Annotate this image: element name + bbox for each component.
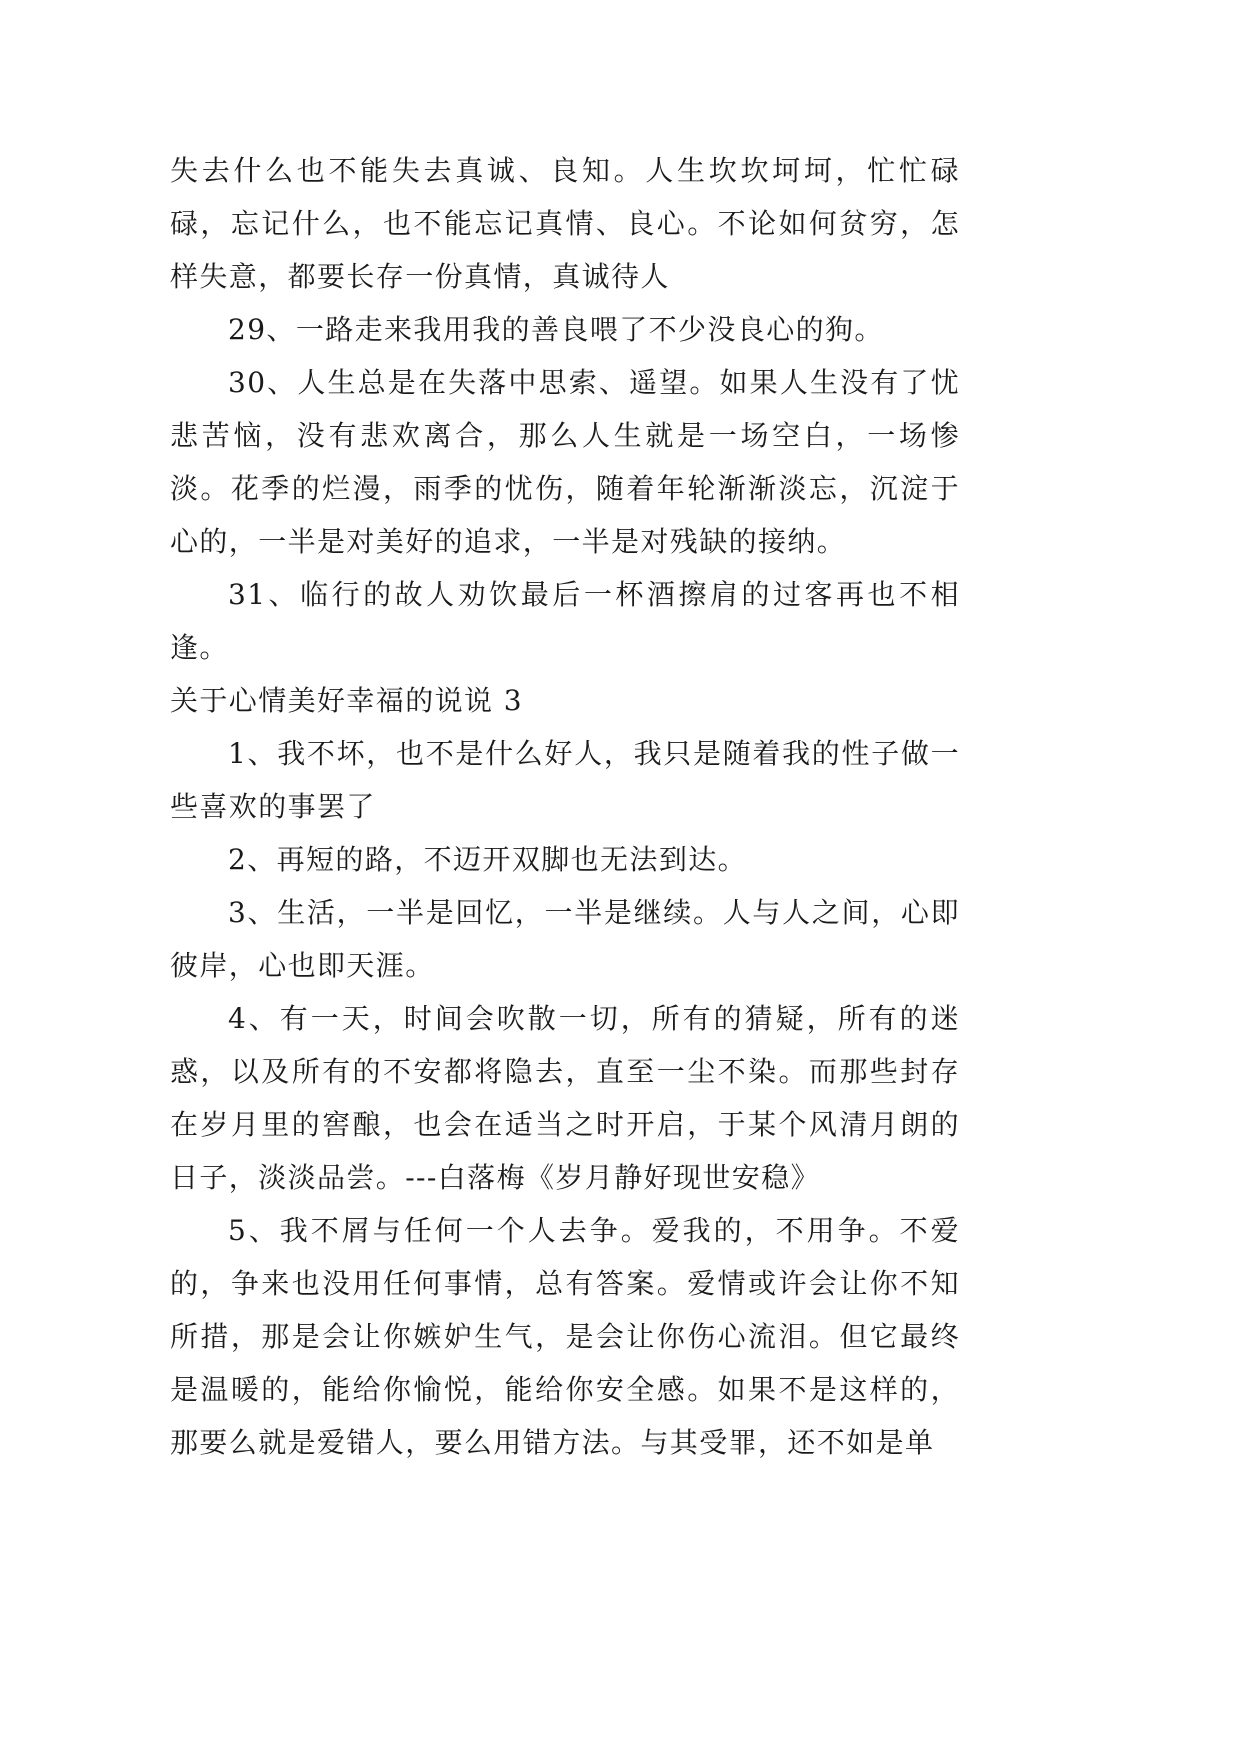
paragraph-item-3: 3、生活，一半是回忆，一半是继续。人与人之间，心即彼岸，心也即天涯。 — [170, 896, 960, 982]
paragraph-item-1: 1、我不坏，也不是什么好人，我只是随着我的性子做一些喜欢的事罢了 — [170, 737, 960, 823]
section-heading: 关于心情美好幸福的说说 3 — [170, 684, 523, 717]
paragraph-item-29: 29、一路走来我用我的善良喂了不少没良心的狗。 — [228, 313, 884, 346]
paragraph-continuation: 失去什么也不能失去真诚、良知。人生坎坎坷坷，忙忙碌碌，忘记什么，也不能忘记真情、良心。不论如何贫穷，怎样失意，都要长存一份真情，真诚待人 — [170, 154, 960, 293]
paragraph-item-5: 5、我不屑与任何一个人去争。爱我的，不用争。不爱的，争来也没用任何事情，总有答案。爱情或许会让你不知所措，那是会让你嫉妒生气，是会让你伤心流泪。但它最终是温暖的，能给你愉悦，能给你安全感。如果不是这样的，那要么就是爱错人，要么用错方法。与其受罪，还不如是单 — [170, 1214, 960, 1459]
paragraph-item-4: 4、有一天，时间会吹散一切，所有的猜疑，所有的迷惑，以及所有的不安都将隐去，直至一尘不染。而那些封存在岁月里的窖酿，也会在适当之时开启，于某个风清月朗的日子，淡淡品尝。---白落梅《岁月静好现世安稳》 — [170, 1002, 960, 1194]
paragraph-item-2: 2、再短的路，不迈开双脚也无法到达。 — [228, 843, 748, 876]
paragraph-item-30: 30、人生总是在失落中思索、遥望。如果人生没有了忧悲苦恼，没有悲欢离合，那么人生就是一场空白，一场惨淡。花季的烂漫，雨季的忧伤，随着年轮渐渐淡忘，沉淀于心的，一半是对美好的追求，一半是对残缺的接纳。 — [170, 366, 960, 558]
paragraph-item-31: 31、临行的故人劝饮最后一杯酒擦肩的过客再也不相逢。 — [170, 578, 960, 664]
document-page — [170, 144, 960, 1469]
